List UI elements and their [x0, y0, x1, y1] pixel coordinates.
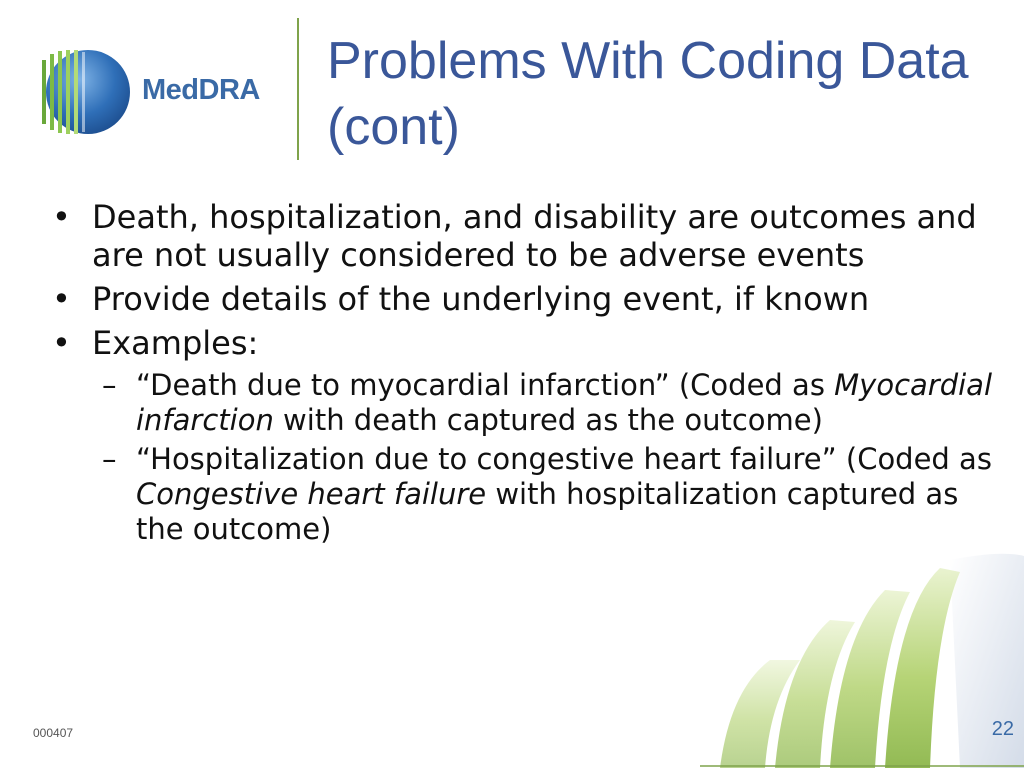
bullet-text: Examples:	[92, 324, 259, 362]
logo-wordmark: MedDRA	[142, 74, 260, 106]
example-item	[50, 368, 1010, 438]
bullet-mark: •	[52, 280, 71, 318]
bullet-text: Provide details of the underlying event, if known	[92, 280, 870, 318]
slide-body	[50, 198, 1010, 551]
example-term: Myocardial infarction	[136, 368, 993, 437]
example-suffix: with death captured as the outcome)	[273, 403, 823, 437]
example-prefix: “Death due to myocardial infarction” (Coded as	[136, 368, 835, 402]
decorative-corner-graphic	[660, 540, 1024, 768]
title-divider	[297, 18, 299, 160]
bullet-item	[50, 280, 1010, 318]
meddra-globe-icon	[38, 46, 134, 138]
meddra-logo	[38, 46, 288, 138]
bullet-text: Death, hospitalization, and disability are outcomes and are not usually considered to be adverse events	[92, 198, 977, 274]
dash-mark: –	[102, 442, 117, 476]
dash-mark: –	[102, 368, 117, 402]
bullet-item	[50, 198, 1010, 274]
example-term: Congestive heart failure	[136, 477, 487, 511]
bullet-mark: •	[52, 324, 71, 362]
example-prefix: “Hospitalization due to congestive heart failure” (Coded as	[136, 442, 992, 476]
bullet-item	[50, 324, 1010, 362]
page-number: 22	[991, 718, 1014, 740]
bullet-mark: •	[52, 198, 71, 236]
slide-title: Problems With Coding Data (cont)	[327, 32, 969, 156]
example-suffix: with hospitalization captured as the outcome)	[136, 477, 959, 546]
slide-code: 000407	[33, 726, 74, 740]
example-item	[50, 442, 1010, 547]
